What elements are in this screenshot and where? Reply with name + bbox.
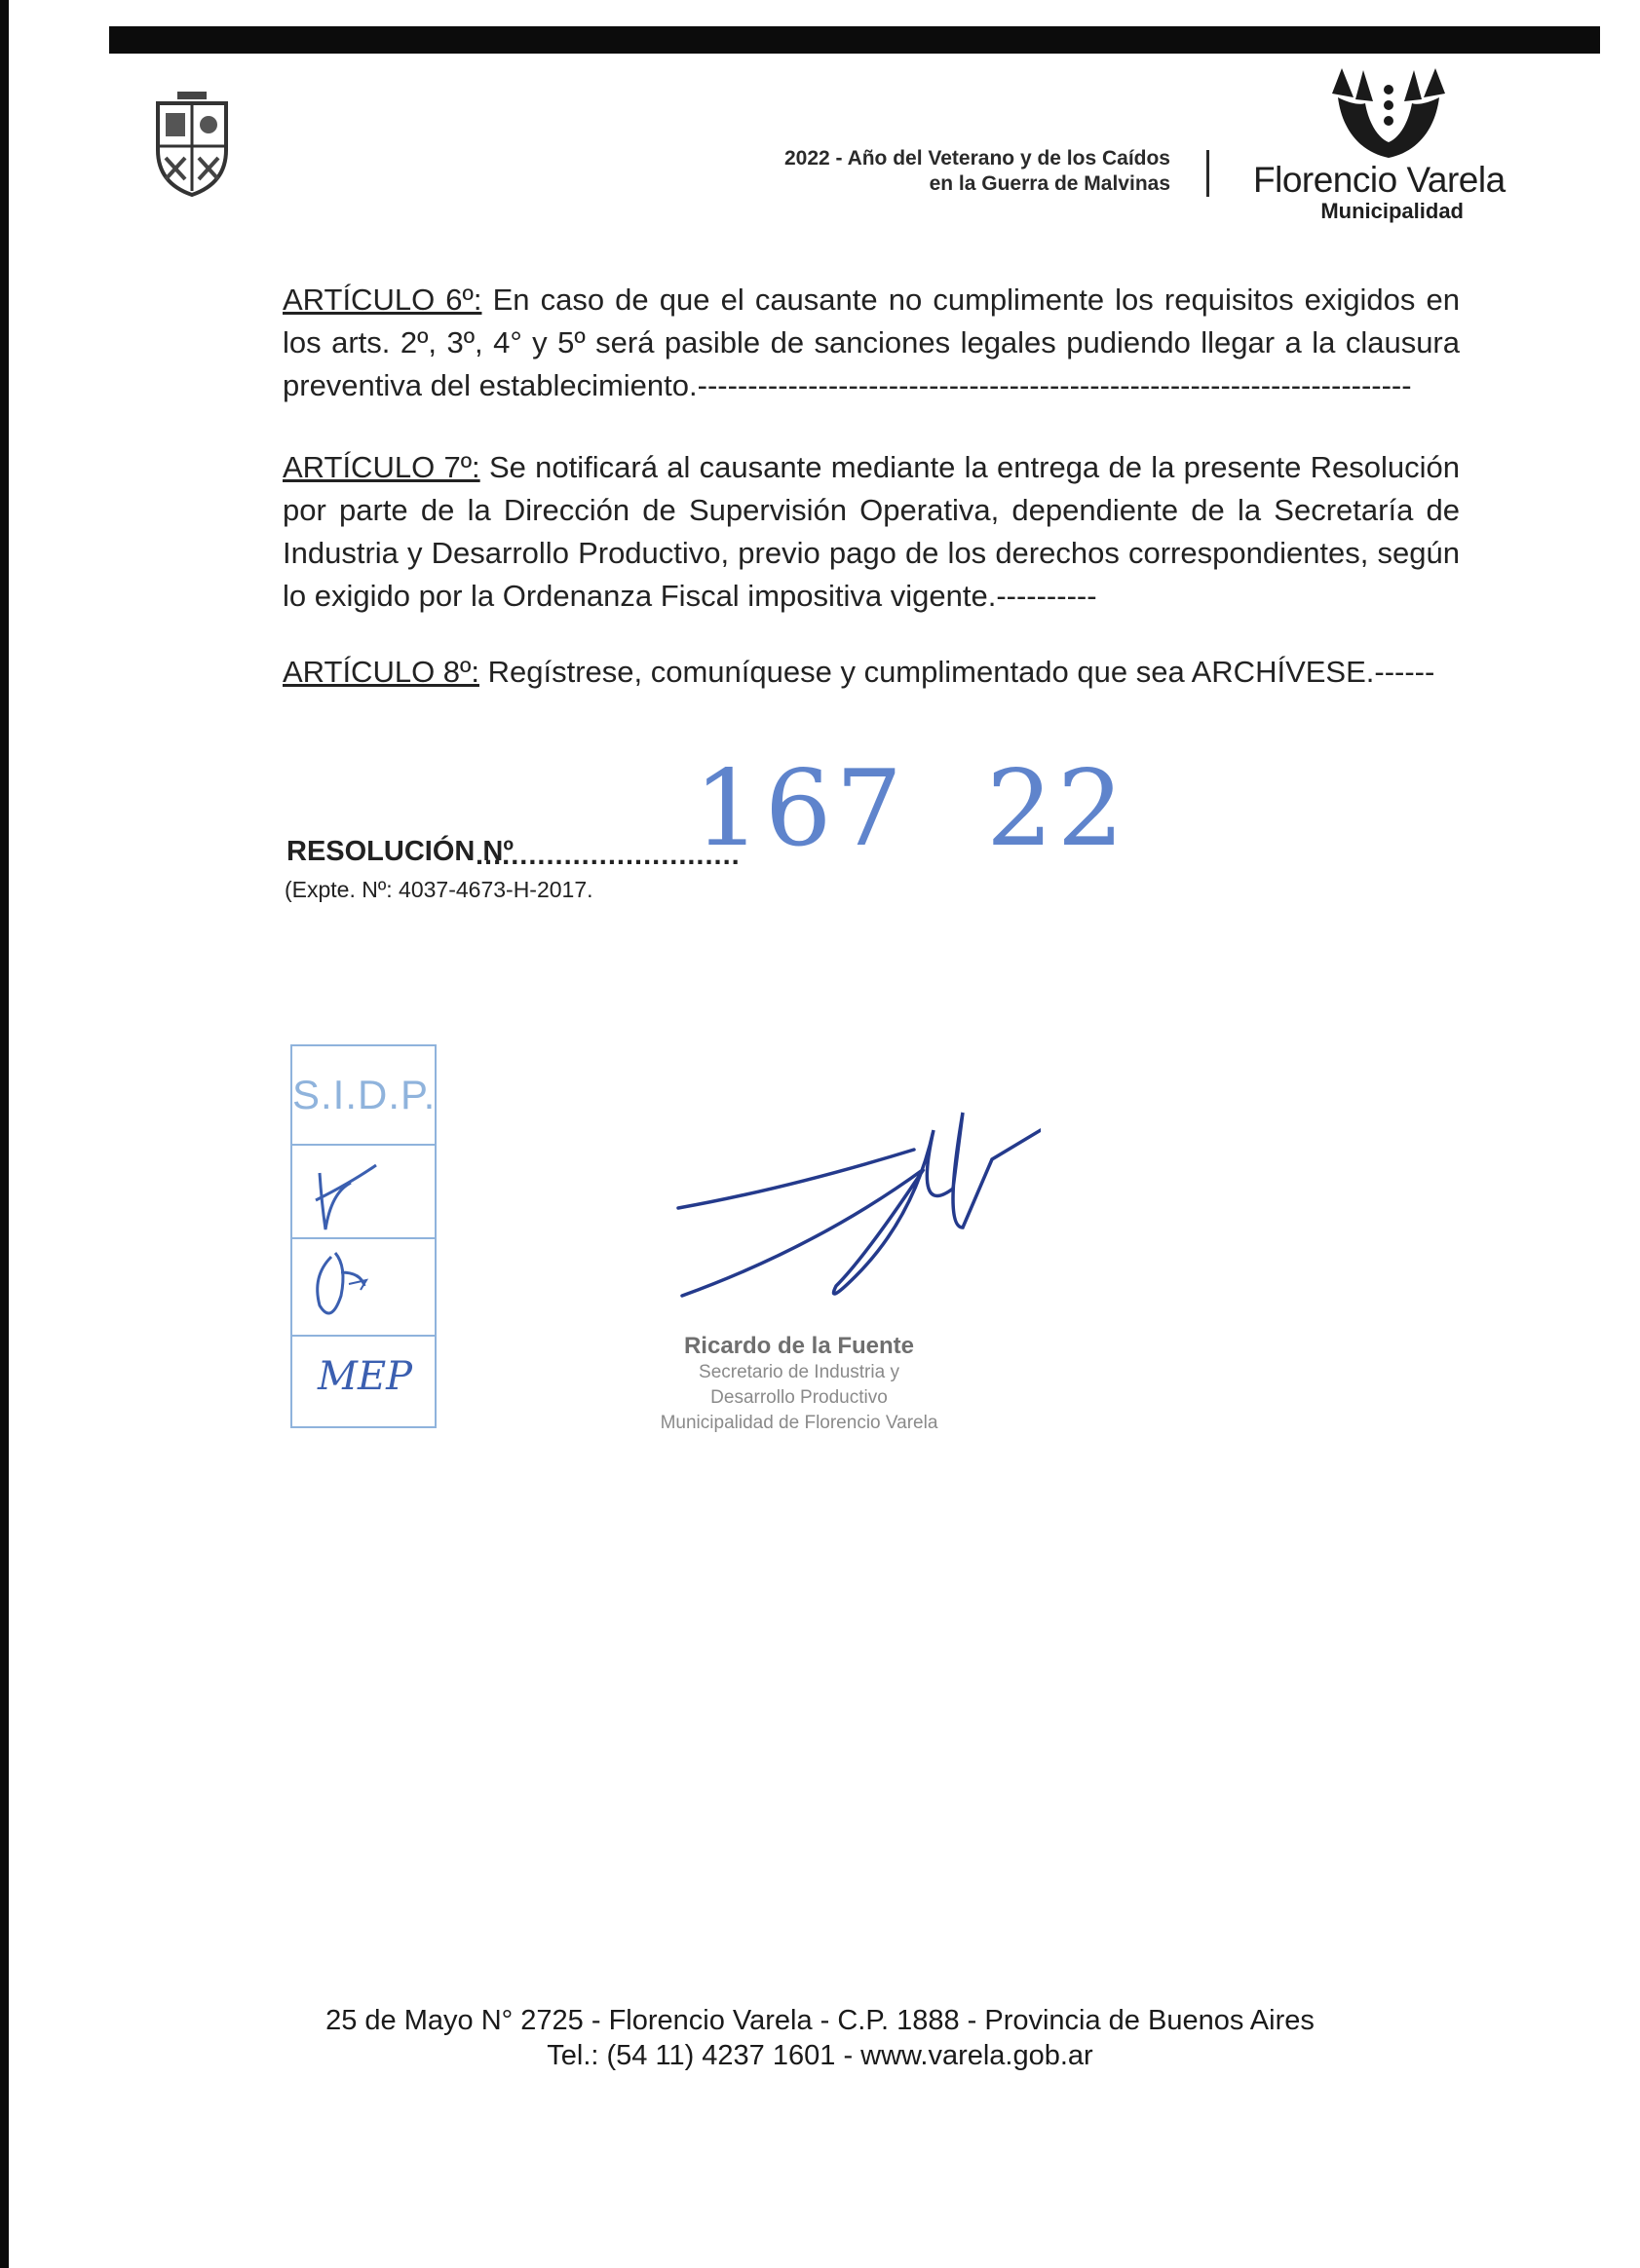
signatory-name: Ricardo de la Fuente <box>683 1333 915 1359</box>
resolution-dots: .............................. <box>476 840 741 871</box>
florencio-varela-logo-icon <box>1320 64 1457 162</box>
article-8 <box>283 651 1460 694</box>
article-8-label: ARTÍCULO 8º: <box>283 655 479 689</box>
sidp-stamp <box>290 1044 437 1428</box>
sidp-initials: MEP <box>318 1354 413 1399</box>
year-motto <box>784 146 1170 197</box>
motto-line-1: 2022 - Año del Veterano y de los Caídos <box>783 147 1170 170</box>
footer-address: 25 de Mayo N° 2725 - Florencio Varela - C.P. 1888 - Provincia de Buenos Aires <box>325 2005 1315 2036</box>
initial-signature-icon <box>292 1237 435 1335</box>
sidp-row-2 <box>292 1237 435 1337</box>
resolution-year-stamp: 22 <box>986 748 1128 870</box>
article-8-text: Regístrese, comuníquese y cumplimentado que sea ARCHÍVESE.------ <box>478 655 1435 689</box>
motto-line-2: en la Guerra de Malvinas <box>929 172 1170 195</box>
header-divider <box>1206 150 1209 197</box>
article-6 <box>283 279 1460 407</box>
initial-mark-icon <box>292 1144 435 1237</box>
article-6-text: En caso de que el causante no cumplimente los requisitos exigidos en los arts. 2º, 3º, 4° y 5º será pasible de sanciones legales pudiendo llegar a la clausura preventiva del establecimiento.----------------------------------------------------------------------- <box>283 283 1460 402</box>
sidp-row-3 <box>292 1335 435 1424</box>
brand-name: Florencio Varela <box>1253 160 1506 200</box>
resolution-label: RESOLUCIÓN Nº <box>286 836 514 867</box>
sidp-row-1 <box>292 1144 435 1239</box>
signatory-title-3: Municipalidad de Florencio Varela <box>660 1413 938 1433</box>
footer-contact: Tel.: (54 11) 4237 1601 - www.varela.gob.ar <box>547 2040 1093 2071</box>
scan-edge <box>0 0 9 2268</box>
header-bar <box>109 26 1600 54</box>
article-7-text: Se notificará al causante mediante la entrega de la presente Resolución por parte de la Dirección de Supervisión Operativa, dependiente de la Secretaría de Industria y Desarrollo Productivo, previo pago de los derechos correspondientes, según lo exigido por la Ordenanza Fiscal impositiva vigente.---------- <box>283 450 1460 613</box>
signature-icon <box>670 1111 1041 1315</box>
signatory-title-2: Desarrollo Productivo <box>710 1387 888 1408</box>
resolution-number-stamp: 167 <box>694 748 907 870</box>
article-7-label: ARTÍCULO 7º: <box>283 450 480 484</box>
municipal-crest-icon <box>154 90 230 197</box>
sidp-stamp-title: S.I.D.P. <box>292 1046 435 1146</box>
brand-subtitle: Municipalidad <box>1320 199 1464 223</box>
article-7 <box>283 446 1460 618</box>
expediente-number: (Expte. Nº: 4037-4673-H-2017. <box>285 877 593 902</box>
signatory-title-1: Secretario de Industria y <box>699 1362 899 1382</box>
article-6-label: ARTÍCULO 6º: <box>283 283 482 317</box>
